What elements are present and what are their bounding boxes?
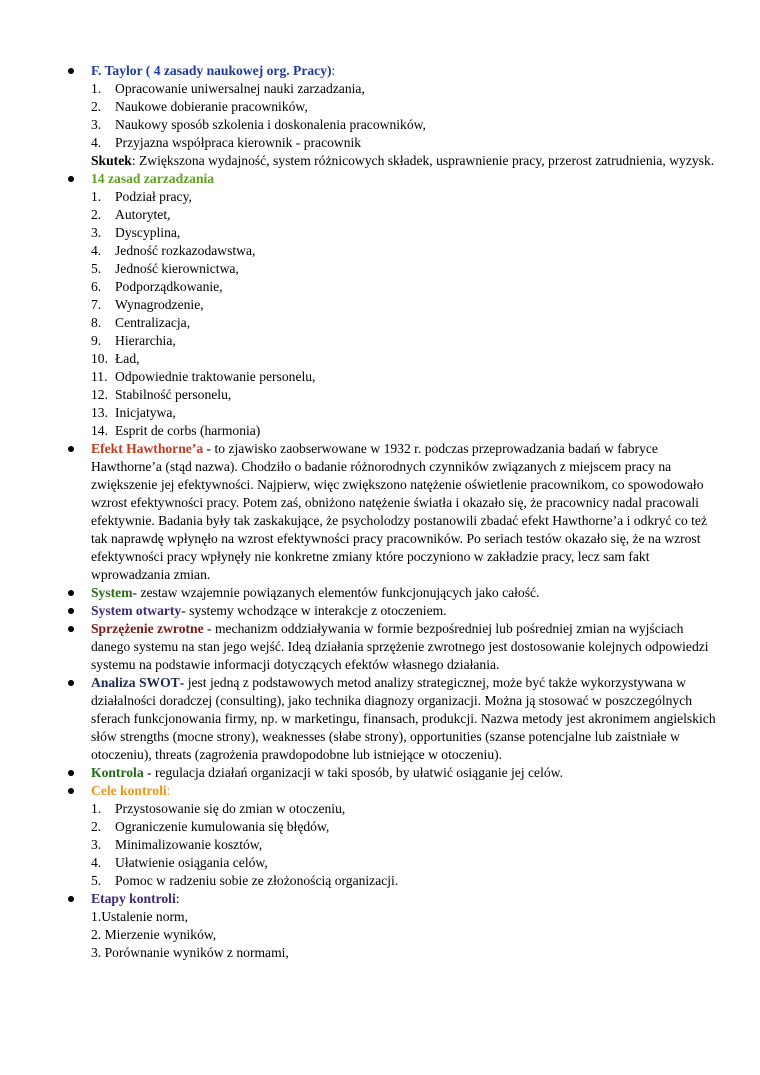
section-taylor [0,62,760,170]
section-sprzezenie [0,620,760,674]
kontrola-text: - regulacja działań organizacji w taki sposób, by ułatwić osiąganie jej celów. [143,765,563,780]
etapy-line: 1.Ustalenie norm, [91,909,189,924]
taylor-list [91,80,720,152]
section-swot [0,674,760,764]
etapy-line: 2. Mierzenie wyników, [91,927,217,942]
list-item: 3. Naukowy sposób szkolenia i doskonalenia pracowników, [91,117,426,132]
list-item: 2. Naukowe dobieranie pracowników, [91,99,308,114]
section-etapy-kontroli: Etapy kontroli: 1.Ustalenie norm, 2. Mierzenie wyników, 3. Porównanie wyników z normami, [0,890,760,962]
list-item: 6. Podporządkowanie, [91,279,223,294]
section-kontrola [0,764,760,782]
list-item: 2. Autorytet, [91,207,171,222]
bullet-icon [68,896,74,902]
hawthorne-text: - to zjawisko zaobserwowane w 1932 r. podczas przeprowadzania badań w fabryce Hawthorne’a (stąd nazwa). Chodziło o badanie różnorodnych czynników związanych z miejscem pracy na zwiększenie jej efektywności. Najpierw, więc zwiększono natężenie oświetlenie pracownikom, co spowodowało wzrost efektywności pracy. Potem zaś, obniżono natężenie światła i okazało się, że pracownicy nadal pracowali efektywnie. Badania były tak zaskakujące, że psycholodzy postanowili zbadać efekt Hawthorne’a i odkryć co też tak naprawdę wpłynęło na wzrost efektywności pracy pracowników. Po seriach testów okazało się, że na wzrost efektywności pracy wpłynęły nie konkretne zmiany które poczyniono w zakładzie pracy, lecz sam fakt wprowadzania zmian. [91,441,707,582]
section-hawthorne [0,440,760,584]
section-cele-kontroli: Cele kontroli: 1. Przystosowanie się do zmian w otoczeniu, 2. Ograniczenie kumulowania się błędów, 3. Minimalizowanie kosztów, 4. Ułatwienie osiągania celów, 5. Pomoc w radzeniu sobie ze złożonością organizacji. [0,782,760,890]
otwarty-text: - systemy wchodzące w interakcje z otoczeniem. [181,603,447,618]
list-item: 1. Przystosowanie się do zmian w otoczeniu, [91,801,346,816]
bullet-icon [68,68,74,74]
taylor-colon: : [331,63,336,78]
list-item: 1. Podział pracy, [91,189,192,204]
list-item: 4. Przyjazna współpraca kierownik - pracownik [91,135,362,150]
taylor-title: F. Taylor ( 4 zasady naukowej org. Pracy) [91,63,332,78]
list-item: 12. Stabilność personelu, [91,387,232,402]
list-item: 11. Odpowiednie traktowanie personelu, [91,369,316,384]
taylor-skutek: Skutek: Zwiększona wydajność, system różnicowych składek, usprawnienie pracy, przerost zatrudnienia, wyzysk. [91,153,715,168]
hawthorne-title: Efekt Hawthorne’a [91,441,204,456]
bullet-icon [68,590,74,596]
swot-text: - jest jedną z podstawowych metod analizy strategicznej, może być także wykorzystywana w działalności doradczej (consulting), jako technika diagnozy organizacji. Można ją stosować w poszczególnych sferach funkcjonowania firmy, np. w marketingu, finansach, produkcji. Nazwa metody jest akronimem angielskich słów strengths (mocne strony), weaknesses (słabe strony), opportunities (szanse potencjalne lub zaistniałe w otoczeniu), threats (zagrożenia prawdopodobne lub istniejące w otoczeniu). [91,675,716,762]
list-item: 3. Minimalizowanie kosztów, [91,837,263,852]
sprzezenie-text: - mechanizm oddziaływania w formie bezpośredniej lub pośredniej zmian na wyjściach danego systemu na stan jego wejść. Ideą działania sprzężenie zwrotnego jest dostosowanie kolejnych odpowiedzi systemu na podstawie informacji dotyczących efektów własnego działania. [91,621,709,672]
bullet-icon [68,770,74,776]
list-item: 5. Jedność kierownictwa, [91,261,239,276]
zasady-list [91,188,720,440]
bullet-icon [68,446,74,452]
system-title: System [91,585,133,600]
etapy-title: Etapy kontroli [91,891,176,906]
list-item: 14. Esprit de corbs (harmonia) [91,423,261,438]
cele-title: Cele kontroli [91,783,167,798]
bullet-icon [68,608,74,614]
list-item: 4. Jedność rozkazodawstwa, [91,243,256,258]
cele-list [91,800,720,890]
system-text: - zestaw wzajemnie powiązanych elementów funkcjonujących jako całość. [132,585,540,600]
list-item: 13. Inicjatywa, [91,405,176,420]
list-item: 8. Centralizacja, [91,315,191,330]
list-item: 10. Ład, [91,351,140,366]
section-14-zasad [0,170,760,440]
bullet-icon [68,680,74,686]
etapy-line: 3. Porównanie wyników z normami, [91,945,289,960]
kontrola-title: Kontrola [91,765,144,780]
bullet-icon [68,626,74,632]
bullet-icon [68,176,74,182]
section-system [0,584,760,602]
list-item: 4. Ułatwienie osiągania celów, [91,855,268,870]
sprzezenie-title: Sprzężenie zwrotne [91,621,204,636]
list-item: 7. Wynagrodzenie, [91,297,204,312]
list-item: 9. Hierarchia, [91,333,176,348]
list-item: 1. Opracowanie uniwersalnej nauki zarzadzania, [91,81,365,96]
swot-title: Analiza SWOT [91,675,180,690]
bullet-icon [68,788,74,794]
list-item: 3. Dyscyplina, [91,225,181,240]
document-page [0,62,760,962]
list-item: 2. Ograniczenie kumulowania się błędów, [91,819,330,834]
otwarty-title: System otwarty [91,603,182,618]
zasady-title: 14 zasad zarzadzania [91,171,215,186]
list-item: 5. Pomoc w radzeniu sobie ze złożonością organizacji. [91,873,399,888]
section-system-otwarty [0,602,760,620]
